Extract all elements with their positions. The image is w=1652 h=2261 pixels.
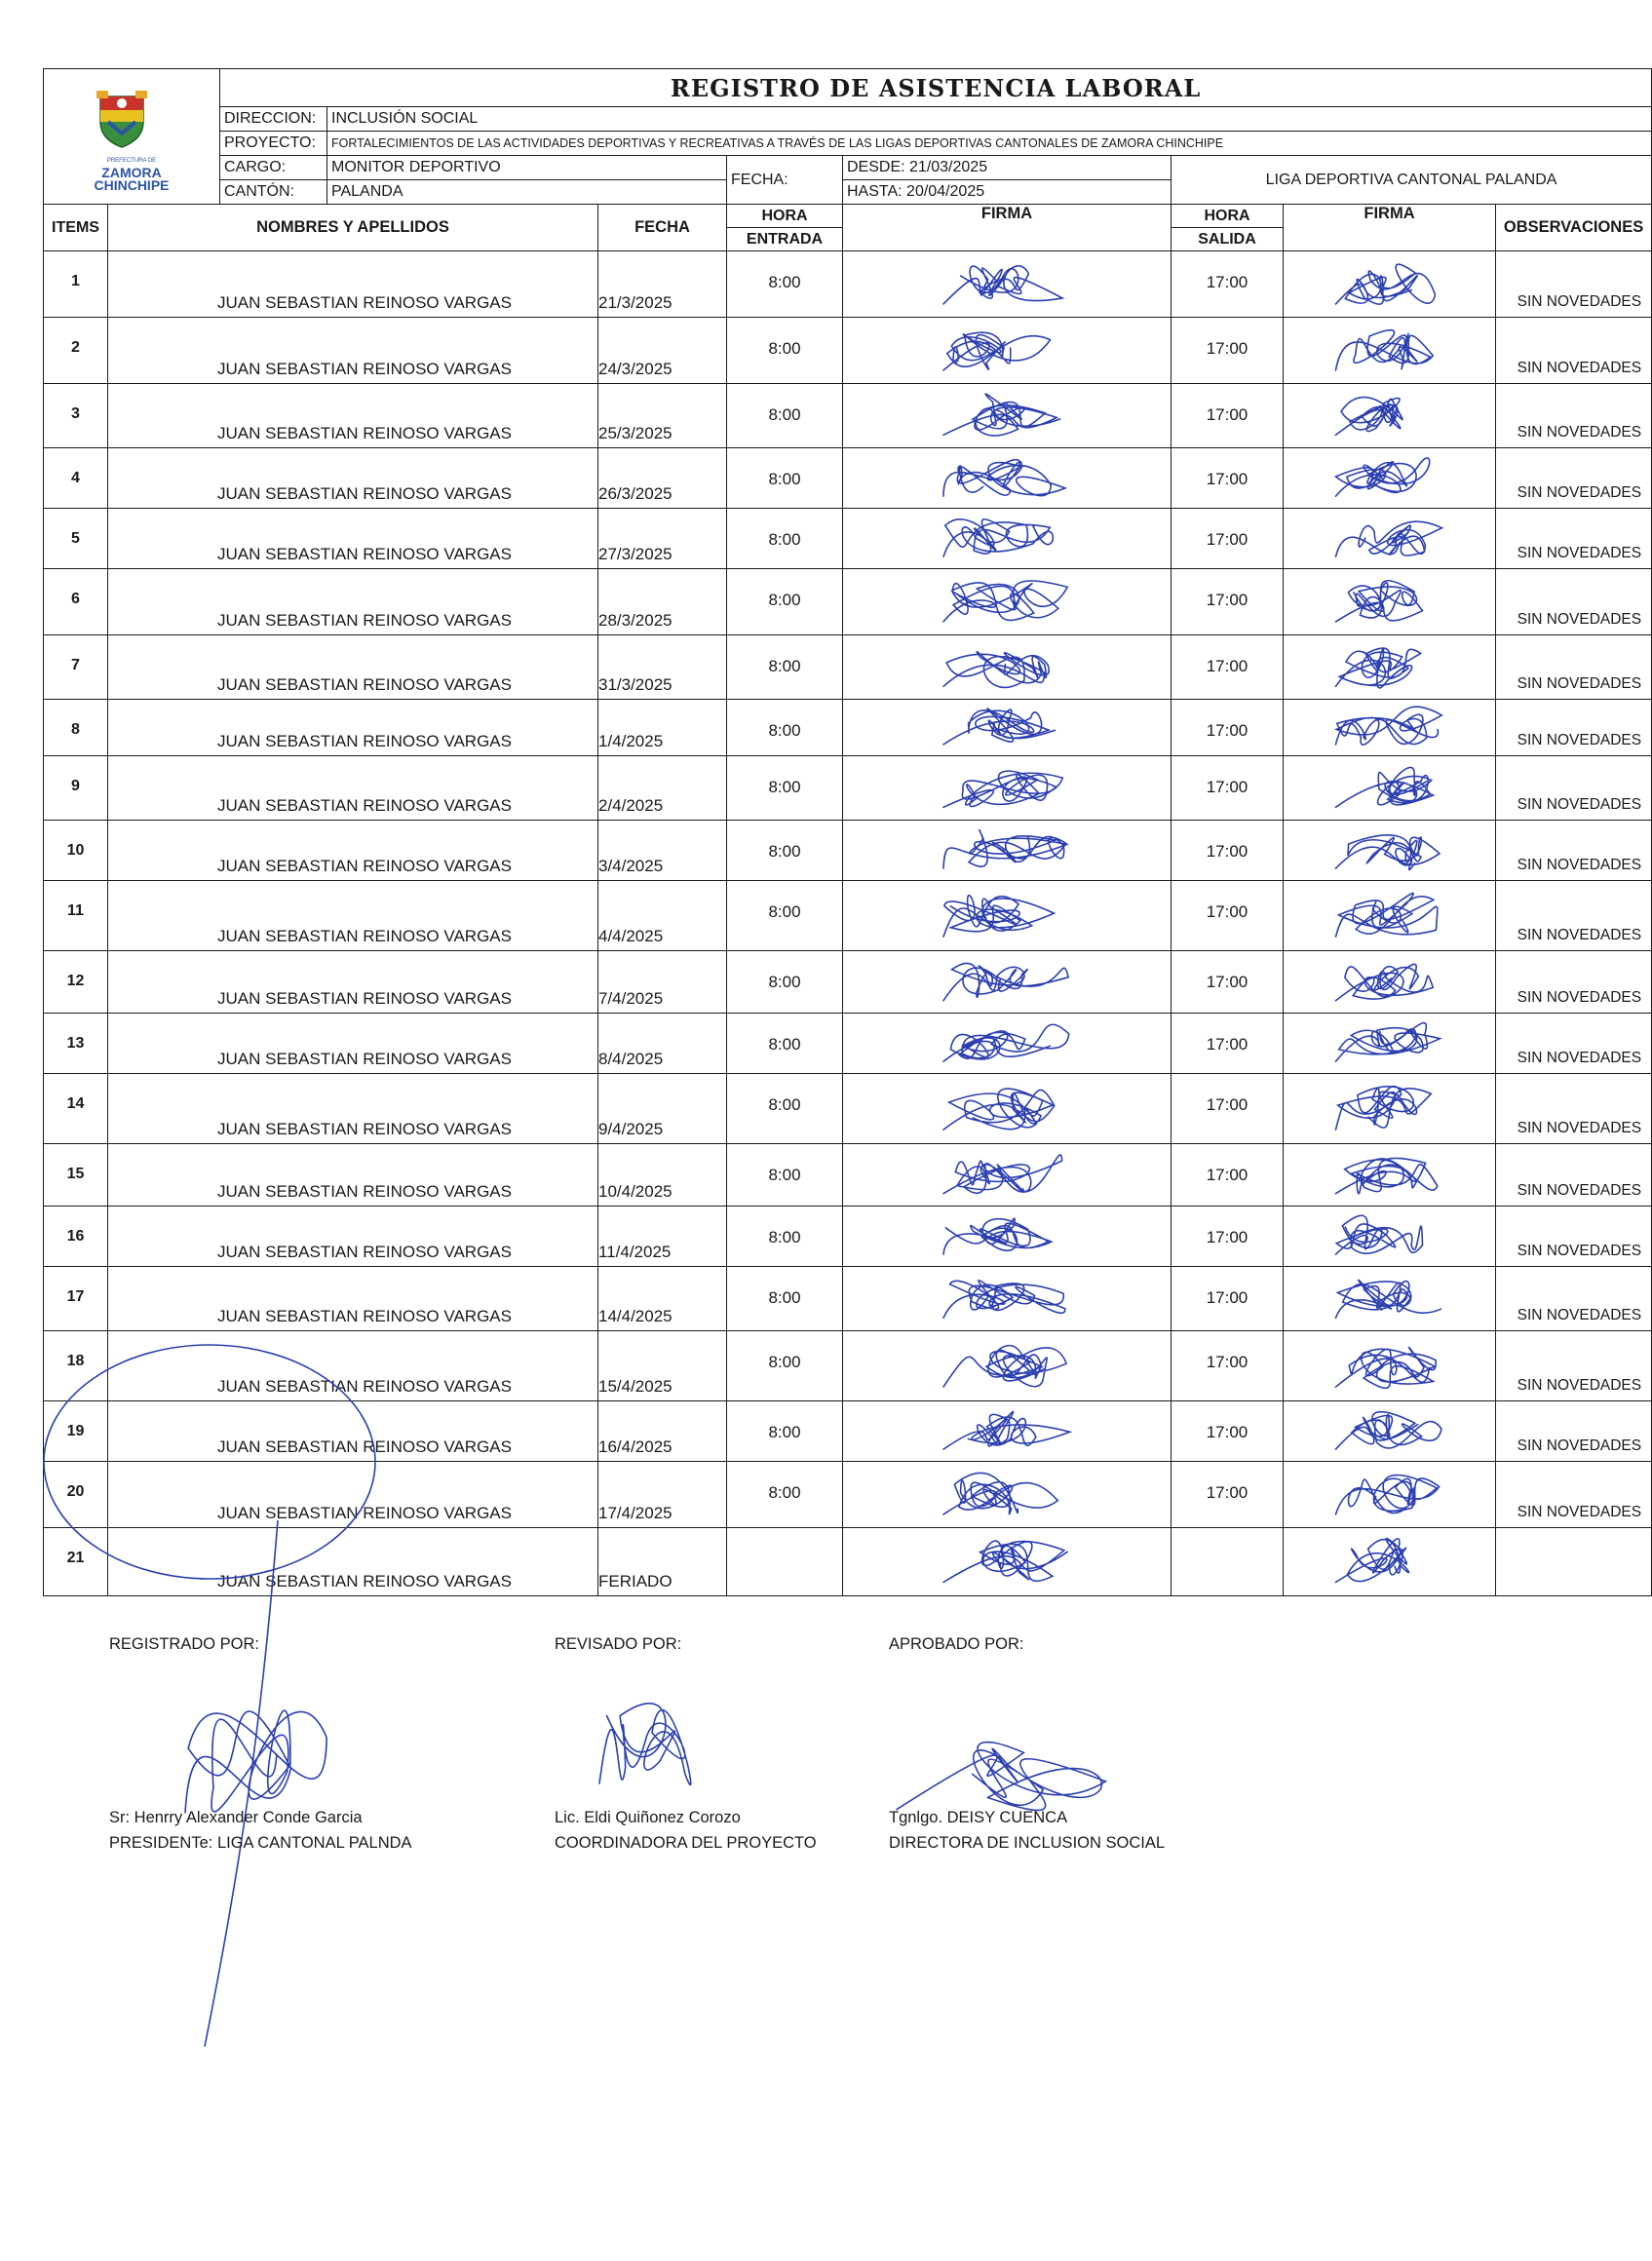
logo-cell — [44, 69, 220, 205]
row-exit-signature — [1284, 448, 1496, 509]
table-row — [44, 821, 1652, 881]
row-item-number: 21 — [44, 1528, 108, 1596]
row-date: 25/3/2025 — [598, 384, 727, 448]
row-observations: SIN NOVEDADES — [1496, 1462, 1652, 1528]
row-item-number: 16 — [44, 1207, 108, 1267]
revisado-role: COORDINADORA DEL PROYECTO — [555, 1834, 817, 1852]
row-exit-time — [1172, 1528, 1284, 1596]
row-exit-time: 17:00 — [1172, 635, 1284, 700]
row-observations: SIN NOVEDADES — [1496, 1144, 1652, 1207]
col-hora-salida-top: HORA — [1172, 205, 1284, 228]
row-entry-signature — [843, 951, 1172, 1014]
row-employee-name: JUAN SEBASTIAN REINOSO VARGAS — [108, 569, 598, 635]
row-date: 15/4/2025 — [598, 1331, 727, 1401]
row-item-number: 2 — [44, 318, 108, 384]
row-observations: SIN NOVEDADES — [1496, 881, 1652, 951]
row-exit-signature — [1284, 700, 1496, 756]
row-entry-time: 8:00 — [727, 1331, 843, 1401]
row-observations: SIN NOVEDADES — [1496, 821, 1652, 881]
row-item-number: 7 — [44, 635, 108, 700]
row-exit-signature — [1284, 1401, 1496, 1462]
table-row — [44, 1462, 1652, 1528]
fecha-hasta: HASTA: 20/04/2025 — [843, 180, 1172, 205]
revisado-block — [555, 1631, 681, 1657]
row-entry-signature — [843, 700, 1172, 756]
table-row — [44, 756, 1652, 821]
row-observations: SIN NOVEDADES — [1496, 1267, 1652, 1331]
row-exit-time: 17:00 — [1172, 756, 1284, 821]
row-entry-signature — [843, 1462, 1172, 1528]
canton-label: CANTÓN: — [220, 180, 327, 205]
row-item-number: 1 — [44, 251, 108, 318]
table-row — [44, 384, 1652, 448]
row-item-number: 19 — [44, 1401, 108, 1462]
row-entry-time: 8:00 — [727, 1014, 843, 1074]
row-exit-time: 17:00 — [1172, 569, 1284, 635]
row-observations: SIN NOVEDADES — [1496, 951, 1652, 1014]
row-item-number: 4 — [44, 448, 108, 509]
registrado-name: Sr: Henrry Alexander Conde Garcia — [109, 1809, 363, 1826]
row-exit-time: 17:00 — [1172, 700, 1284, 756]
col-items: ITEMS — [44, 205, 108, 251]
row-exit-time: 17:00 — [1172, 1401, 1284, 1462]
row-exit-time: 17:00 — [1172, 1462, 1284, 1528]
row-employee-name: JUAN SEBASTIAN REINOSO VARGAS — [108, 1462, 598, 1528]
row-exit-signature — [1284, 821, 1496, 881]
row-observations: SIN NOVEDADES — [1496, 1401, 1652, 1462]
row-entry-signature — [843, 1207, 1172, 1267]
row-exit-signature — [1284, 1528, 1496, 1596]
row-date: 17/4/2025 — [598, 1462, 727, 1528]
row-entry-signature — [843, 384, 1172, 448]
table-row — [44, 1267, 1652, 1331]
row-entry-signature — [843, 1331, 1172, 1401]
row-entry-time: 8:00 — [727, 700, 843, 756]
row-date: 7/4/2025 — [598, 951, 727, 1014]
signature-scribble — [599, 1704, 691, 1785]
row-employee-name: JUAN SEBASTIAN REINOSO VARGAS — [108, 700, 598, 756]
row-exit-signature — [1284, 509, 1496, 569]
row-entry-time: 8:00 — [727, 251, 843, 318]
canton-value: PALANDA — [327, 180, 727, 205]
aprobado-role: DIRECTORA DE INCLUSION SOCIAL — [889, 1834, 1166, 1852]
row-entry-signature — [843, 251, 1172, 318]
row-entry-signature — [843, 1401, 1172, 1462]
col-firma-2: FIRMA — [1284, 205, 1496, 251]
row-exit-signature — [1284, 384, 1496, 448]
row-exit-time: 17:00 — [1172, 318, 1284, 384]
row-item-number: 15 — [44, 1144, 108, 1207]
row-date: 9/4/2025 — [598, 1074, 727, 1144]
row-exit-time: 17:00 — [1172, 1267, 1284, 1331]
row-employee-name: JUAN SEBASTIAN REINOSO VARGAS — [108, 1074, 598, 1144]
row-date: FERIADO — [598, 1528, 727, 1596]
table-row — [44, 700, 1652, 756]
row-date: 11/4/2025 — [598, 1207, 727, 1267]
row-observations: SIN NOVEDADES — [1496, 756, 1652, 821]
row-entry-time: 8:00 — [727, 1401, 843, 1462]
row-entry-signature — [843, 569, 1172, 635]
row-entry-time: 8:00 — [727, 1267, 843, 1331]
logo-text-bottom: CHINCHIPE — [94, 177, 170, 193]
row-exit-time: 17:00 — [1172, 1207, 1284, 1267]
row-entry-signature — [843, 1014, 1172, 1074]
row-item-number: 17 — [44, 1267, 108, 1331]
cargo-label: CARGO: — [220, 156, 327, 180]
row-entry-signature — [843, 1528, 1172, 1596]
row-exit-time: 17:00 — [1172, 448, 1284, 509]
row-exit-signature — [1284, 1014, 1496, 1074]
row-date: 24/3/2025 — [598, 318, 727, 384]
registrado-signer — [109, 1805, 412, 1856]
table-row — [44, 1014, 1652, 1074]
row-item-number: 3 — [44, 384, 108, 448]
row-item-number: 11 — [44, 881, 108, 951]
row-exit-time: 17:00 — [1172, 251, 1284, 318]
row-date: 2/4/2025 — [598, 756, 727, 821]
row-observations: SIN NOVEDADES — [1496, 1074, 1652, 1144]
row-exit-signature — [1284, 635, 1496, 700]
table-row — [44, 1331, 1652, 1401]
row-entry-signature — [843, 635, 1172, 700]
attendance-sheet — [43, 68, 1644, 1596]
row-date: 3/4/2025 — [598, 821, 727, 881]
row-exit-signature — [1284, 1462, 1496, 1528]
table-row — [44, 635, 1652, 700]
row-exit-time: 17:00 — [1172, 1144, 1284, 1207]
row-observations: SIN NOVEDADES — [1496, 384, 1652, 448]
table-row — [44, 881, 1652, 951]
row-exit-time: 17:00 — [1172, 384, 1284, 448]
row-date: 8/4/2025 — [598, 1014, 727, 1074]
row-item-number: 5 — [44, 509, 108, 569]
row-exit-time: 17:00 — [1172, 951, 1284, 1014]
row-entry-time: 8:00 — [727, 1074, 843, 1144]
attendance-table — [43, 68, 1652, 1596]
registrado-block — [109, 1631, 259, 1657]
row-exit-time: 17:00 — [1172, 821, 1284, 881]
row-employee-name: JUAN SEBASTIAN REINOSO VARGAS — [108, 756, 598, 821]
row-exit-time: 17:00 — [1172, 1331, 1284, 1401]
row-employee-name: JUAN SEBASTIAN REINOSO VARGAS — [108, 1207, 598, 1267]
row-employee-name: JUAN SEBASTIAN REINOSO VARGAS — [108, 1331, 598, 1401]
zamora-chinchipe-logo: PREFECTURA DE ZAMORA CHINCHIPE — [44, 69, 219, 204]
row-item-number: 14 — [44, 1074, 108, 1144]
row-exit-signature — [1284, 251, 1496, 318]
proyecto-label: PROYECTO: — [220, 132, 327, 156]
registrado-label: REGISTRADO POR: — [109, 1635, 260, 1653]
row-exit-signature — [1284, 1267, 1496, 1331]
proyecto-value: FORTALECIMIENTOS DE LAS ACTIVIDADES DEPORTIVAS Y RECREATIVAS A TRAVÉS DE LAS LIGAS DEPORTIVAS CANTONALES DE ZAMORA CHINCHIPE — [327, 132, 1652, 156]
row-item-number: 10 — [44, 821, 108, 881]
row-employee-name: JUAN SEBASTIAN REINOSO VARGAS — [108, 1014, 598, 1074]
direccion-value: INCLUSIÓN SOCIAL — [327, 107, 1652, 132]
col-firma-1: FIRMA — [843, 205, 1172, 251]
signature-scribble — [185, 1710, 327, 1813]
col-observaciones: OBSERVACIONES — [1496, 205, 1652, 251]
row-item-number: 6 — [44, 569, 108, 635]
signature-scribble — [897, 1743, 1105, 1811]
row-observations: SIN NOVEDADES — [1496, 1207, 1652, 1267]
row-date: 21/3/2025 — [598, 251, 727, 318]
aprobado-name: Tgnlgo. DEISY CUENCA — [889, 1809, 1068, 1826]
row-exit-time: 17:00 — [1172, 881, 1284, 951]
row-exit-time: 17:00 — [1172, 1074, 1284, 1144]
row-entry-signature — [843, 756, 1172, 821]
row-observations: SIN NOVEDADES — [1496, 1331, 1652, 1401]
row-date: 27/3/2025 — [598, 509, 727, 569]
row-entry-time: 8:00 — [727, 821, 843, 881]
row-entry-signature — [843, 318, 1172, 384]
revisado-name: Lic. Eldi Quiñonez Corozo — [555, 1809, 741, 1826]
row-item-number: 12 — [44, 951, 108, 1014]
row-observations: SIN NOVEDADES — [1496, 569, 1652, 635]
table-row — [44, 1401, 1652, 1462]
row-entry-time: 8:00 — [727, 384, 843, 448]
signature-stroke — [205, 1520, 278, 2047]
document-title: REGISTRO DE ASISTENCIA LABORAL — [220, 69, 1652, 107]
row-observations — [1496, 1528, 1652, 1596]
row-entry-time: 8:00 — [727, 569, 843, 635]
row-observations: SIN NOVEDADES — [1496, 509, 1652, 569]
row-item-number: 13 — [44, 1014, 108, 1074]
registrado-role: PRESIDENTe: LIGA CANTONAL PALNDA — [109, 1834, 412, 1852]
table-row — [44, 1144, 1652, 1207]
row-entry-time: 8:00 — [727, 318, 843, 384]
row-date: 14/4/2025 — [598, 1267, 727, 1331]
direccion-label: DIRECCION: — [220, 107, 327, 132]
liga-name: LIGA DEPORTIVA CANTONAL PALANDA — [1172, 156, 1652, 205]
cargo-value: MONITOR DEPORTIVO — [327, 156, 727, 180]
row-date: 26/3/2025 — [598, 448, 727, 509]
aprobado-label: APROBADO POR: — [889, 1635, 1024, 1653]
row-entry-signature — [843, 509, 1172, 569]
row-exit-time: 17:00 — [1172, 1014, 1284, 1074]
col-nombres: NOMBRES Y APELLIDOS — [108, 205, 598, 251]
row-observations: SIN NOVEDADES — [1496, 1014, 1652, 1074]
row-entry-time: 8:00 — [727, 881, 843, 951]
row-employee-name: JUAN SEBASTIAN REINOSO VARGAS — [108, 318, 598, 384]
row-entry-time: 8:00 — [727, 756, 843, 821]
row-entry-time: 8:00 — [727, 1462, 843, 1528]
row-employee-name: JUAN SEBASTIAN REINOSO VARGAS — [108, 881, 598, 951]
row-date: 28/3/2025 — [598, 569, 727, 635]
row-exit-signature — [1284, 1074, 1496, 1144]
row-exit-signature — [1284, 1207, 1496, 1267]
table-row — [44, 318, 1652, 384]
row-employee-name: JUAN SEBASTIAN REINOSO VARGAS — [108, 509, 598, 569]
row-entry-signature — [843, 821, 1172, 881]
revisado-signer — [555, 1805, 817, 1856]
fecha-label: FECHA: — [727, 156, 843, 205]
row-employee-name: JUAN SEBASTIAN REINOSO VARGAS — [108, 951, 598, 1014]
row-date: 4/4/2025 — [598, 881, 727, 951]
row-entry-time: 8:00 — [727, 951, 843, 1014]
row-observations: SIN NOVEDADES — [1496, 318, 1652, 384]
col-hora-salida-bottom: SALIDA — [1172, 228, 1284, 251]
row-entry-time: 8:00 — [727, 448, 843, 509]
row-entry-signature — [843, 1074, 1172, 1144]
row-entry-time: 8:00 — [727, 1144, 843, 1207]
row-employee-name: JUAN SEBASTIAN REINOSO VARGAS — [108, 251, 598, 318]
row-entry-signature — [843, 881, 1172, 951]
aprobado-signer — [889, 1805, 1165, 1856]
logo-text-top: ZAMORA — [101, 165, 162, 180]
row-exit-signature — [1284, 1144, 1496, 1207]
revisado-label: REVISADO POR: — [555, 1635, 682, 1653]
col-hora-entrada-top: HORA — [727, 205, 843, 228]
row-observations: SIN NOVEDADES — [1496, 635, 1652, 700]
table-row — [44, 569, 1652, 635]
table-row — [44, 1074, 1652, 1144]
row-employee-name: JUAN SEBASTIAN REINOSO VARGAS — [108, 1401, 598, 1462]
aprobado-block — [889, 1631, 1023, 1657]
row-employee-name: JUAN SEBASTIAN REINOSO VARGAS — [108, 821, 598, 881]
table-row — [44, 1207, 1652, 1267]
row-employee-name: JUAN SEBASTIAN REINOSO VARGAS — [108, 1267, 598, 1331]
row-date: 1/4/2025 — [598, 700, 727, 756]
row-date: 10/4/2025 — [598, 1144, 727, 1207]
table-row — [44, 509, 1652, 569]
row-employee-name: JUAN SEBASTIAN REINOSO VARGAS — [108, 384, 598, 448]
row-employee-name: JUAN SEBASTIAN REINOSO VARGAS — [108, 1528, 598, 1596]
col-fecha: FECHA — [598, 205, 727, 251]
table-row — [44, 251, 1652, 318]
table-row — [44, 448, 1652, 509]
row-entry-signature — [843, 448, 1172, 509]
row-exit-signature — [1284, 756, 1496, 821]
table-row — [44, 951, 1652, 1014]
row-item-number: 18 — [44, 1331, 108, 1401]
row-date: 16/4/2025 — [598, 1401, 727, 1462]
row-entry-time: 8:00 — [727, 1207, 843, 1267]
row-observations: SIN NOVEDADES — [1496, 251, 1652, 318]
row-item-number: 8 — [44, 700, 108, 756]
row-exit-signature — [1284, 881, 1496, 951]
row-exit-signature — [1284, 1331, 1496, 1401]
row-exit-time: 17:00 — [1172, 509, 1284, 569]
table-row — [44, 1528, 1652, 1596]
row-observations: SIN NOVEDADES — [1496, 448, 1652, 509]
row-entry-signature — [843, 1144, 1172, 1207]
row-exit-signature — [1284, 951, 1496, 1014]
row-entry-signature — [843, 1267, 1172, 1331]
row-date: 31/3/2025 — [598, 635, 727, 700]
row-entry-time: 8:00 — [727, 509, 843, 569]
row-exit-signature — [1284, 318, 1496, 384]
row-employee-name: JUAN SEBASTIAN REINOSO VARGAS — [108, 1144, 598, 1207]
row-item-number: 9 — [44, 756, 108, 821]
fecha-desde: DESDE: 21/03/2025 — [843, 156, 1172, 180]
row-observations: SIN NOVEDADES — [1496, 700, 1652, 756]
col-hora-entrada-bottom: ENTRADA — [727, 228, 843, 251]
row-entry-time: 8:00 — [727, 635, 843, 700]
row-employee-name: JUAN SEBASTIAN REINOSO VARGAS — [108, 635, 598, 700]
row-entry-time — [727, 1528, 843, 1596]
row-item-number: 20 — [44, 1462, 108, 1528]
row-employee-name: JUAN SEBASTIAN REINOSO VARGAS — [108, 448, 598, 509]
row-exit-signature — [1284, 569, 1496, 635]
